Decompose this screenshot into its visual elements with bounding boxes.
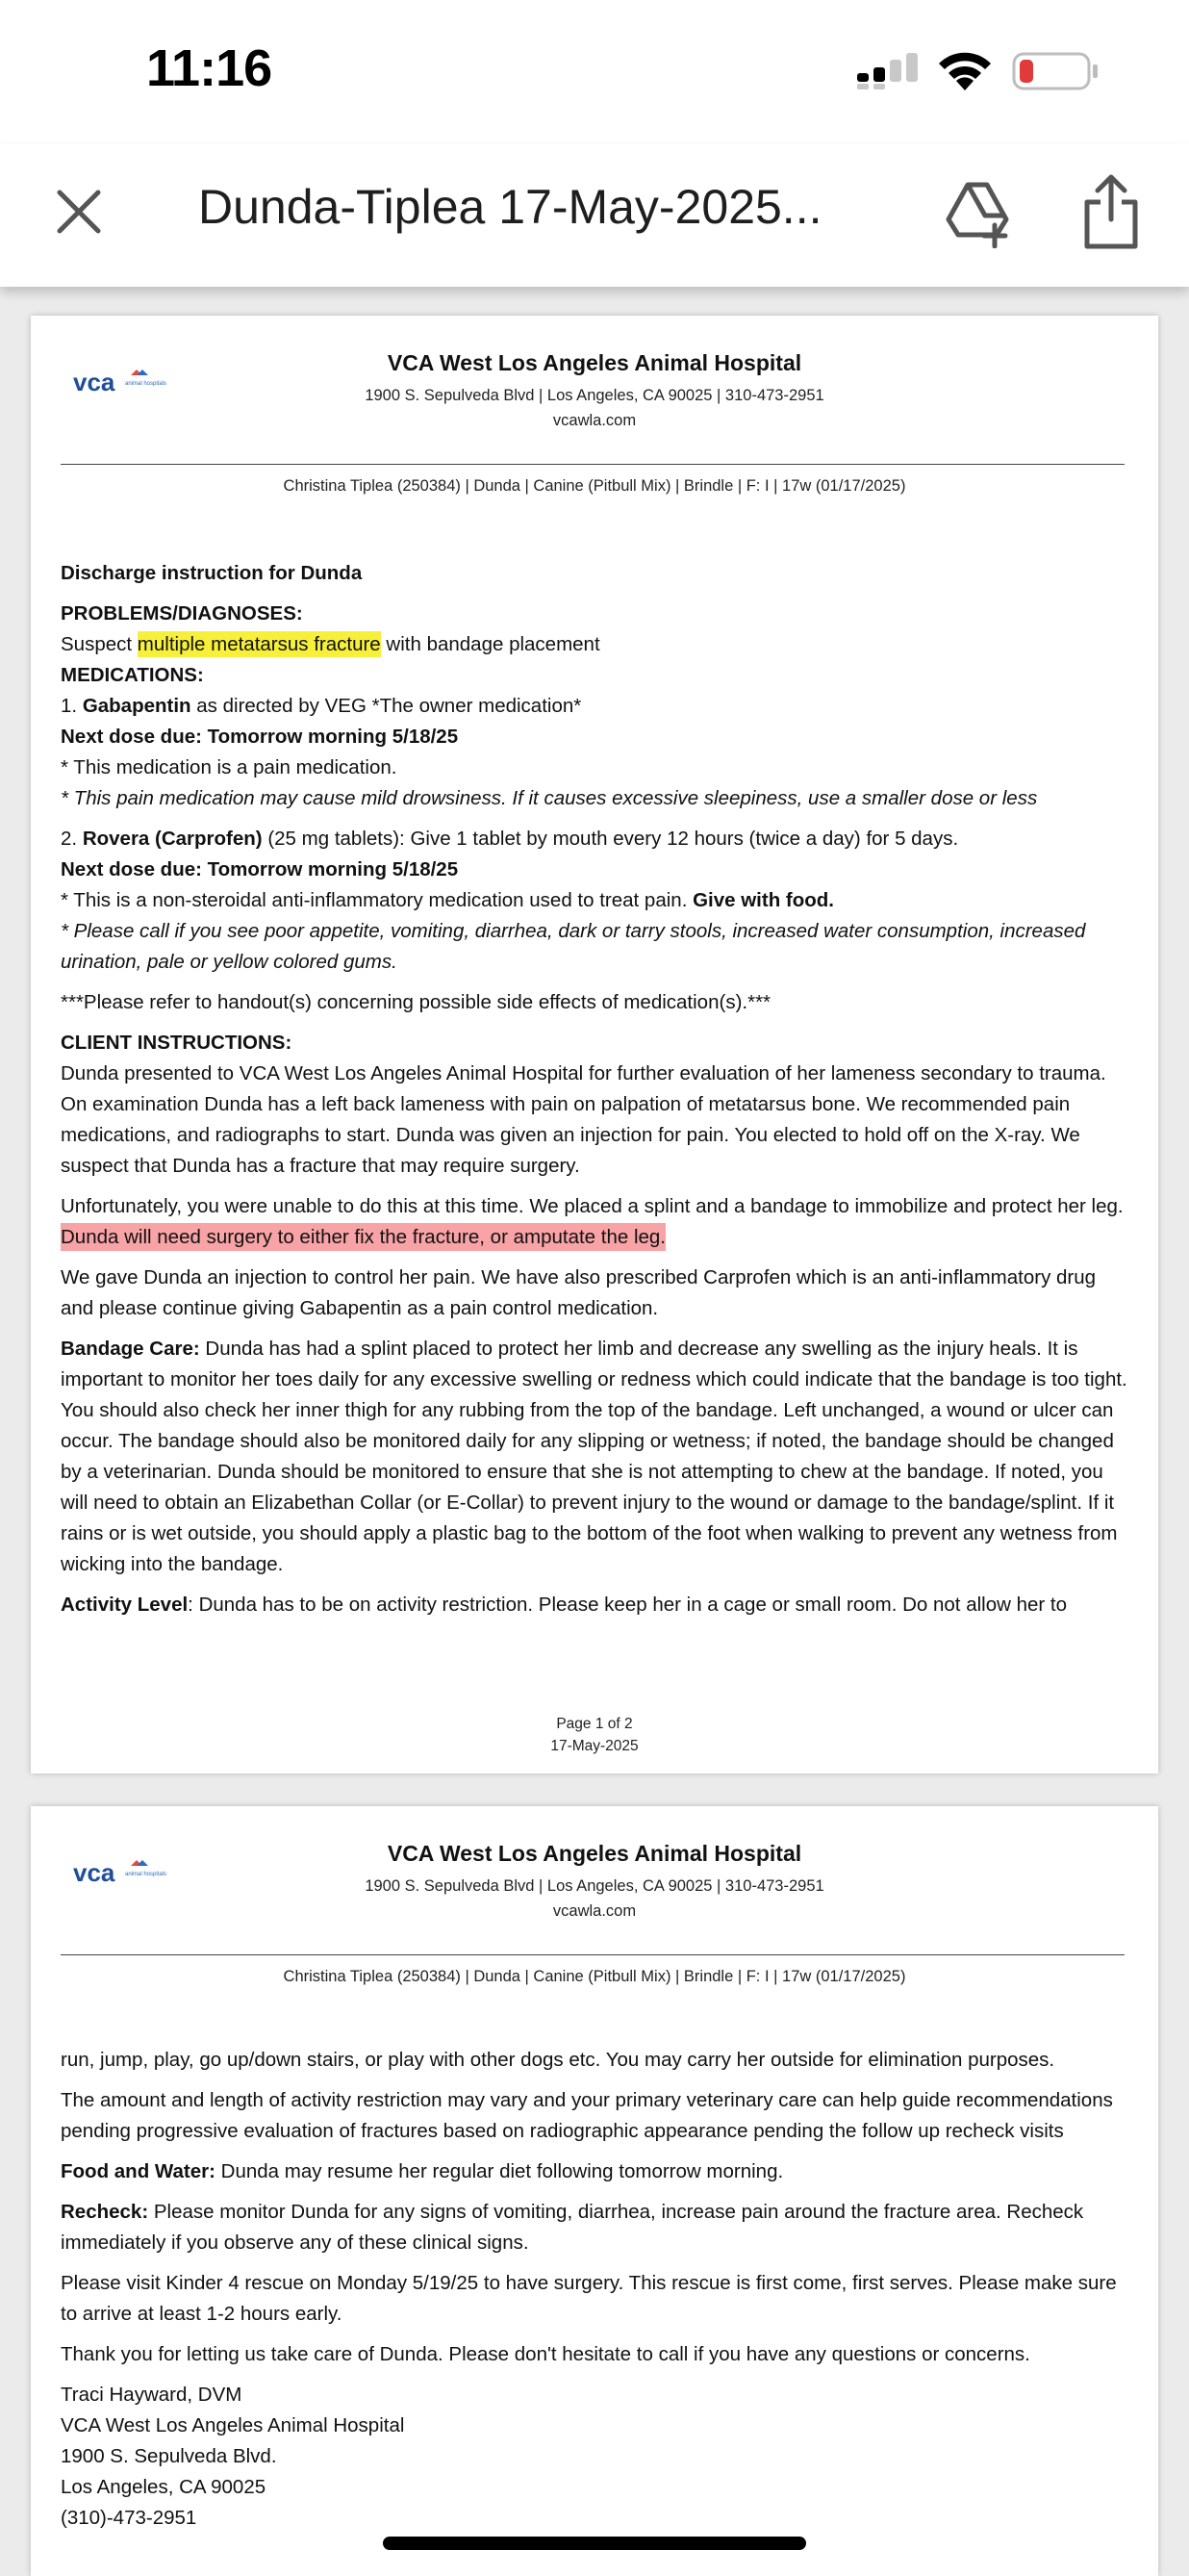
hospital-address: 1900 S. Sepulveda Blvd | Los Angeles, CA 90025 | 310-473-2951 [365, 1877, 824, 1895]
client-paragraph-1: Dunda presented to VCA West Los Angeles Animal Hospital for further evaluation of her lameness secondary to trauma. On examination Dunda has a left back lameness with pain on palpation of metatarsus bone. We recommended pain medications, and radiographs to start. Dunda was given an injection for pain. You elected to hold off on the X-ray. We suspect that Dunda has a fracture that may require surgery. [61, 1062, 1106, 1177]
patient-info: Christina Tiplea (250384) | Dunda | Canine (Pitbull Mix) | Brindle | F: I | 17w (01/17/2025) [283, 1968, 906, 1985]
diagnosis-line: Suspect multiple metatarsus fracture with bandage placement [61, 633, 600, 655]
document-title: Dunda-Tiplea 17-May-2025... [198, 180, 822, 234]
patient-info: Christina Tiplea (250384) | Dunda | Canine (Pitbull Mix) | Brindle | F: I | 17w (01/17/2025) [283, 477, 906, 495]
recheck: Recheck: Please monitor Dunda for any signs of vomiting, diarrhea, increase pain around the fracture area. Recheck immediately if you observe any of these clinical signs. [61, 2201, 1084, 2254]
highlighted-diagnosis: multiple metatarsus fracture [137, 633, 381, 655]
add-to-drive-icon[interactable] [943, 175, 1016, 248]
hospital-website: vcawla.com [552, 1902, 637, 1920]
hospital-name: VCA West Los Angeles Animal Hospital [387, 350, 802, 375]
signature-hospital: VCA West Los Angeles Animal Hospital [61, 2414, 405, 2436]
document-page-1 [31, 316, 1158, 1773]
page-2-body [61, 2045, 1128, 2534]
page-header [31, 316, 1158, 495]
logo-subtext: animal hospitals [125, 1872, 167, 1877]
document-page-2 [31, 1806, 1158, 2576]
wifi-icon [935, 48, 995, 92]
close-icon[interactable] [50, 183, 108, 241]
activity-level: Activity Level: Dunda has to be on activity restriction. Please keep her in a cage or small room. Do not allow her to [61, 1594, 1068, 1616]
header-divider [61, 464, 1125, 465]
signature-street: 1900 S. Sepulveda Blvd. [61, 2445, 277, 2467]
hospital-website: vcawla.com [552, 412, 637, 429]
bandage-care: Bandage Care: Dunda has had a splint placed to protect her limb and decrease any swelling as the injury heals. It is important to monitor her toes daily for any excessive swelling or redness which could indicate that the bandage is too tight. You should also check her inner thigh for any rubbing from the top of the bandage. Left unchanged, a wound or ulcer can occur. The bandage should also be monitored daily for any slipping or wetness; if noted, the bandage should be changed by a veterinarian. Dunda should be monitored to ensure that she is not attempting to chew at the bandage. If noted, you will need to obtain an Elizabethan Collar (or E-Collar) to prevent injury to the wound or damage to the bandage/splint. If it rains or is wet outside, you should apply a plastic bag to the bottom of the foot when walking to prevent any wetness from wicking into the bandage. [61, 1338, 1127, 1575]
handout-note: ***Please refer to handout(s) concerning possible side effects of medication(s).*** [61, 991, 772, 1013]
med1-line: 1. Gabapentin as directed by VEG *The owner medication* [61, 695, 582, 717]
med2-next-dose: Next dose due: Tomorrow morning 5/18/25 [61, 858, 459, 880]
page-1-footer [31, 1713, 1158, 1757]
document-nav-bar [0, 144, 1189, 287]
logo-subtext: animal hospitals [125, 381, 167, 387]
logo-text: vca [73, 1858, 115, 1887]
home-indicator[interactable] [383, 2537, 806, 2550]
client-instructions-heading: CLIENT INSTRUCTIONS: [61, 1032, 292, 1054]
page-number: Page 1 of 2 [556, 1716, 633, 1732]
med1-note2: * This pain medication may cause mild drowsiness. If it causes excessive sleepiness, use a smaller dose or less [61, 787, 1038, 809]
med2-line: 2. Rovera (Carprofen) (25 mg tablets): Give 1 tablet by mouth every 12 hours (twice a day) for 5 days. [61, 828, 959, 850]
surgery-visit: Please visit Kinder 4 rescue on Monday 5/19/25 to have surgery. This rescue is first come, first serves. Please make sure to arrive at least 1-2 hours early. [61, 2272, 1117, 2325]
problems-heading: PROBLEMS/DIAGNOSES: [61, 602, 303, 625]
logo-text: vca [73, 368, 115, 396]
medications-heading: MEDICATIONS: [61, 664, 204, 686]
battery-icon [1012, 52, 1099, 90]
signature-phone: (310)-473-2951 [61, 2507, 197, 2529]
status-time: 11:16 [146, 39, 272, 97]
signature-name: Traci Hayward, DVM [61, 2384, 242, 2406]
hospital-name: VCA West Los Angeles Animal Hospital [387, 1841, 802, 1866]
activity-continued: run, jump, play, go up/down stairs, or play with other dogs etc. You may carry her outside for elimination purposes. [61, 2049, 1055, 2071]
thank-you: Thank you for letting us take care of Dunda. Please don't hesitate to call if you have any questions or concerns. [61, 2343, 1030, 2365]
med1-next-dose: Next dose due: Tomorrow morning 5/18/25 [61, 726, 459, 748]
food-water: Food and Water: Dunda may resume her regular diet following tomorrow morning. [61, 2160, 784, 2182]
med2-note1: * This is a non-steroidal anti-inflammatory medication used to treat pain. Give with food. [61, 889, 835, 911]
med1-note1: * This medication is a pain medication. [61, 756, 397, 778]
hospital-address: 1900 S. Sepulveda Blvd | Los Angeles, CA 90025 | 310-473-2951 [365, 387, 824, 404]
signature-city: Los Angeles, CA 90025 [61, 2476, 266, 2498]
header-divider [61, 1954, 1125, 1955]
client-paragraph-2: Unfortunately, you were unable to do this at this time. We placed a splint and a bandage to immobilize and protect her leg. Dunda will need surgery to either fix the fracture, or amputate the leg. [61, 1191, 1128, 1253]
client-paragraph-3: We gave Dunda an injection to control her pain. We have also prescribed Carprofen which is an anti-inflammatory drug and please continue giving Gabapentin as a pain control medication. [61, 1266, 1097, 1319]
page-1-body [61, 558, 1128, 1630]
page-date: 17-May-2025 [550, 1738, 639, 1754]
restriction-paragraph: The amount and length of activity restriction may vary and your primary veterinary care can help guide recommendations pending progressive evaluation of fractures based on radiographic appearance pending the follow up recheck visits [61, 2089, 1113, 2142]
cellular-signal-icon [855, 52, 923, 90]
share-icon[interactable] [1081, 173, 1141, 250]
highlighted-surgery-note: Dunda will need surgery to either fix the fracture, or amputate the leg. [61, 1223, 666, 1251]
med2-note2: * Please call if you see poor appetite, vomiting, diarrhea, dark or tarry stools, increased water consumption, increased urination, pale or yellow colored gums. [61, 920, 1086, 973]
page-header [31, 1806, 1158, 1985]
status-bar [0, 0, 1189, 144]
discharge-title: Discharge instruction for Dunda [61, 562, 363, 584]
